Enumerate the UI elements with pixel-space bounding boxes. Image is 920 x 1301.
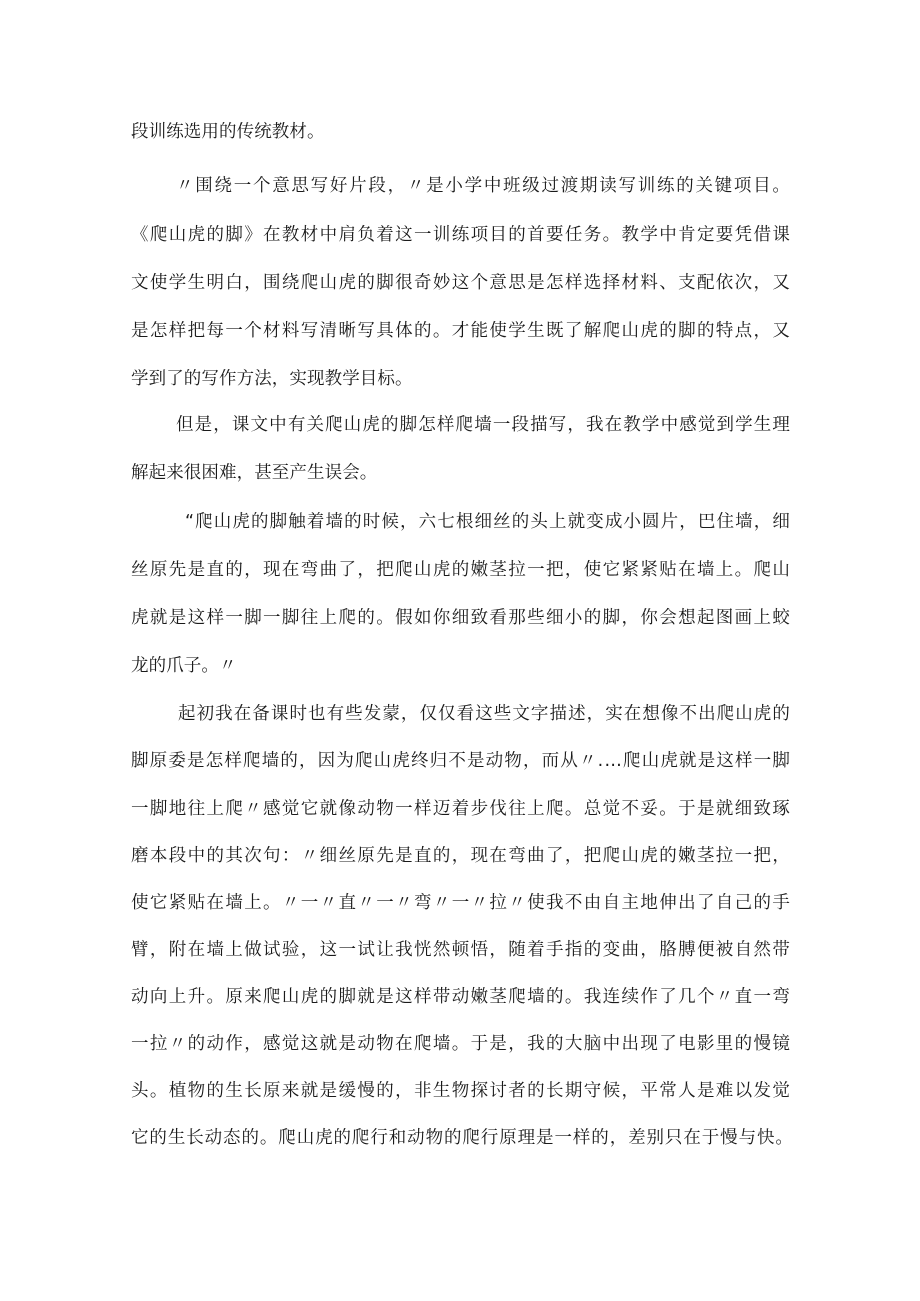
- text-line-8: 解起来很困难，甚至产生误会。: [131, 463, 378, 483]
- text-line-21: 头。植物的生长原来就是缓慢的，非生物探讨者的长期守候，平常人是难以发觉: [131, 1081, 792, 1101]
- text-line-18: 臂，附在墙上做试验，这一试让我恍然顿悟，随着手指的变曲，胳膊便被自然带: [131, 940, 792, 960]
- text-line-4: 文使学生明白，围绕爬山虎的脚很奇妙这个意思是怎样选择材料、支配依次，又: [131, 273, 792, 293]
- text-line-11: 虎就是这样一脚一脚往上爬的。假如你细致看那些细小的脚，你会想起图画上蛟: [131, 608, 792, 628]
- text-line-16: 磨本段中的其次句：〃细丝原先是直的，现在弯曲了，把爬山虎的嫩茎拉一把，: [131, 846, 792, 866]
- text-line-14: 脚原委是怎样爬墙的，因为爬山虎终归不是动物，而从〃.…爬山虎就是这样一脚: [131, 751, 792, 771]
- text-line-5: 是怎样把每一个材料写清晰写具体的。才能使学生既了解爬山虎的脚的特点，又: [131, 321, 792, 341]
- text-line-7: 但是，课文中有关爬山虎的脚怎样爬墙一段描写，我在教学中感觉到学生理: [176, 415, 792, 435]
- text-line-13: 起初我在备课时也有些发蒙，仅仅看这些文字描述，实在想像不出爬山虎的: [178, 704, 791, 724]
- text-line-12: 龙的爪子。〃: [131, 656, 237, 676]
- text-line-20: 一拉〃的动作，感觉这就是动物在爬墙。于是，我的大脑中出现了电影里的慢镜: [131, 1034, 792, 1054]
- text-line-2: 〃围绕一个意思写好片段，〃是小学中班级过渡期读写训练的关键项目。: [176, 176, 792, 196]
- text-line-19: 动向上升。原来爬山虎的脚就是这样带动嫩茎爬墙的。我连续作了几个〃直一弯: [131, 987, 792, 1007]
- text-line-1: 段训练选用的传统教材。: [131, 122, 325, 142]
- text-line-6: 学到了的写作方法，实现教学目标。: [131, 369, 413, 389]
- text-line-22: 它的生长动态的。爬山虎的爬行和动物的爬行原理是一样的，差别只在于慢与快。: [131, 1128, 794, 1148]
- text-line-15: 一脚地往上爬〃感觉它就像动物一样迈着步伐往上爬。总觉不妥。于是就细致琢: [131, 799, 792, 819]
- text-line-10: 丝原先是直的，现在弯曲了，把爬山虎的嫩茎拉一把，使它紧紧贴在墙上。爬山: [131, 560, 792, 580]
- text-line-17: 使它紧贴在墙上。〃一〃直〃一〃弯〃一〃拉〃使我不由自主地伸出了自己的手: [131, 893, 792, 913]
- text-line-3: 《爬山虎的脚》在教材中肩负着这一训练项目的首要任务。教学中肯定要凭借课: [131, 225, 792, 245]
- text-line-9: “爬山虎的脚触着墙的时候，六七根细丝的头上就变成小圆片，巴住墙，细: [185, 512, 792, 532]
